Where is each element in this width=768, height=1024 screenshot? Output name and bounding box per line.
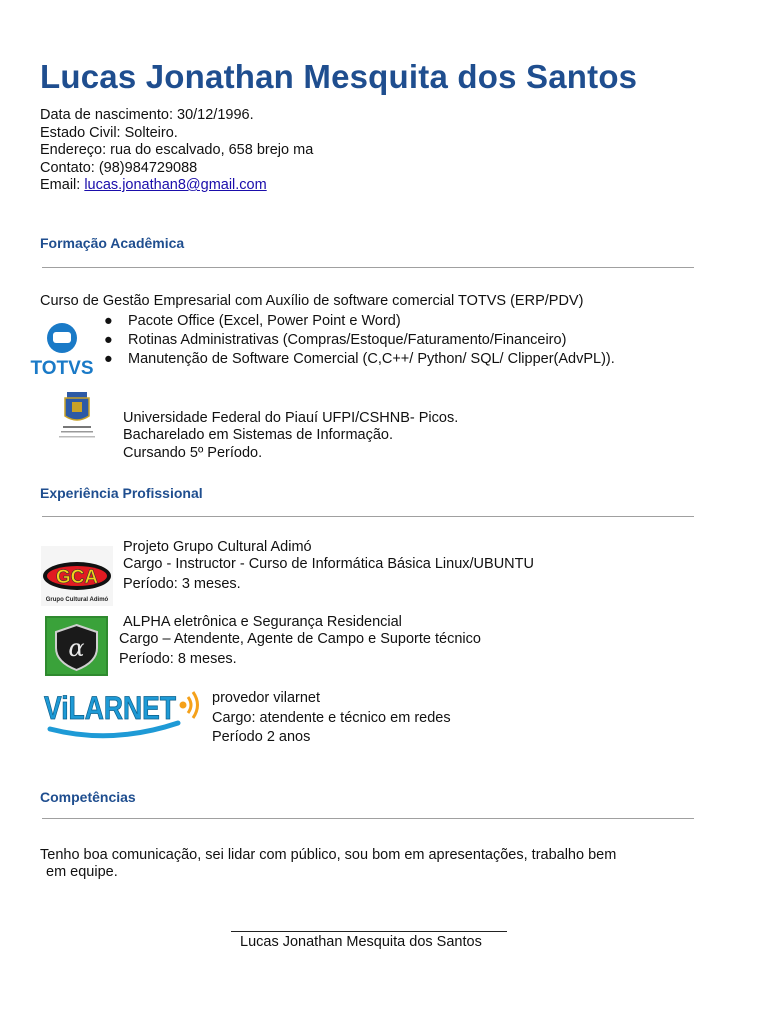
- list-item: ● Pacote Office (Excel, Power Point e Word): [104, 313, 401, 329]
- course-topics-list: [104, 313, 615, 370]
- job-2-period: Período: 8 meses.: [119, 651, 237, 667]
- section-title-skills: Competências: [40, 789, 136, 805]
- ufpi-crest-logo: [55, 390, 99, 442]
- alpha-logo-text: α: [68, 634, 85, 662]
- totvs-logo: [26, 320, 98, 378]
- job-1-role: Cargo - Instructor - Curso de Informática Básica Linux/UBUNTU: [123, 556, 534, 572]
- gca-logo-text: GCA: [55, 567, 99, 588]
- bullet-icon: ●: [104, 351, 113, 367]
- contact-phone: Contato: (98)984729088: [40, 159, 198, 176]
- personal-info: [40, 107, 313, 195]
- skills-text-line-2: em equipe.: [46, 864, 118, 880]
- degree: Bacharelado em Sistemas de Informação.: [123, 427, 393, 443]
- job-1-company: Projeto Grupo Cultural Adimó: [123, 539, 312, 555]
- current-period: Cursando 5º Período.: [123, 445, 263, 461]
- section-divider: [42, 516, 694, 517]
- email-label: Email:: [40, 177, 85, 193]
- email-row: [40, 177, 313, 195]
- signature-line: [231, 931, 507, 932]
- vilarnet-logo: [42, 683, 204, 743]
- job-3-period: Período 2 anos: [212, 729, 311, 745]
- section-divider: [42, 818, 694, 819]
- vilarnet-logo-text: ViLARNET: [44, 690, 177, 726]
- section-divider: [42, 267, 694, 268]
- email-link[interactable]: lucas.jonathan8@gmail.com: [84, 177, 267, 193]
- list-item: ● Rotinas Administrativas (Compras/Estoque/Faturamento/Financeiro): [104, 332, 567, 348]
- university-name: Universidade Federal do Piauí UFPI/CSHNB- Picos.: [123, 410, 459, 426]
- job-1-period: Período: 3 meses.: [123, 576, 241, 592]
- bullet-icon: ●: [104, 332, 113, 348]
- job-3-role: Cargo: atendente e técnico em redes: [212, 710, 451, 726]
- totvs-logo-inner: [53, 332, 71, 343]
- birth-date: Data de nascimento: 30/12/1996.: [40, 107, 254, 123]
- totvs-logo-text: TOTVS: [30, 358, 94, 378]
- course-title: Curso de Gestão Empresarial com Auxílio de software comercial TOTVS (ERP/PDV): [40, 293, 584, 309]
- address: Endereço: rua do escalvado, 658 brejo ma: [40, 142, 314, 158]
- gca-logo-caption: Grupo Cultural Adimó: [45, 597, 109, 603]
- skills-text-line-1: Tenho boa comunicação, sei lidar com público, sou bom em apresentações, trabalho bem: [40, 847, 617, 863]
- signature-name: Lucas Jonathan Mesquita dos Santos: [240, 934, 482, 950]
- job-3-company: provedor vilarnet: [212, 690, 320, 706]
- alpha-logo: [45, 616, 108, 676]
- section-title-education: Formação Acadêmica: [40, 235, 185, 251]
- bullet-icon: ●: [104, 313, 113, 329]
- civil-status: Estado Civil: Solteiro.: [40, 124, 178, 141]
- gca-logo: [41, 546, 113, 606]
- candidate-name: Lucas Jonathan Mesquita dos Santos: [40, 58, 638, 95]
- section-title-experience: Experiência Profissional: [40, 485, 203, 501]
- job-2-role: Cargo – Atendente, Agente de Campo e Suporte técnico: [119, 631, 481, 647]
- job-2-company: ALPHA eletrônica e Segurança Residencial: [123, 614, 402, 630]
- list-item: ● Manutenção de Software Comercial (C,C++/ Python/ SQL/ Clipper(AdvPL)).: [104, 351, 615, 367]
